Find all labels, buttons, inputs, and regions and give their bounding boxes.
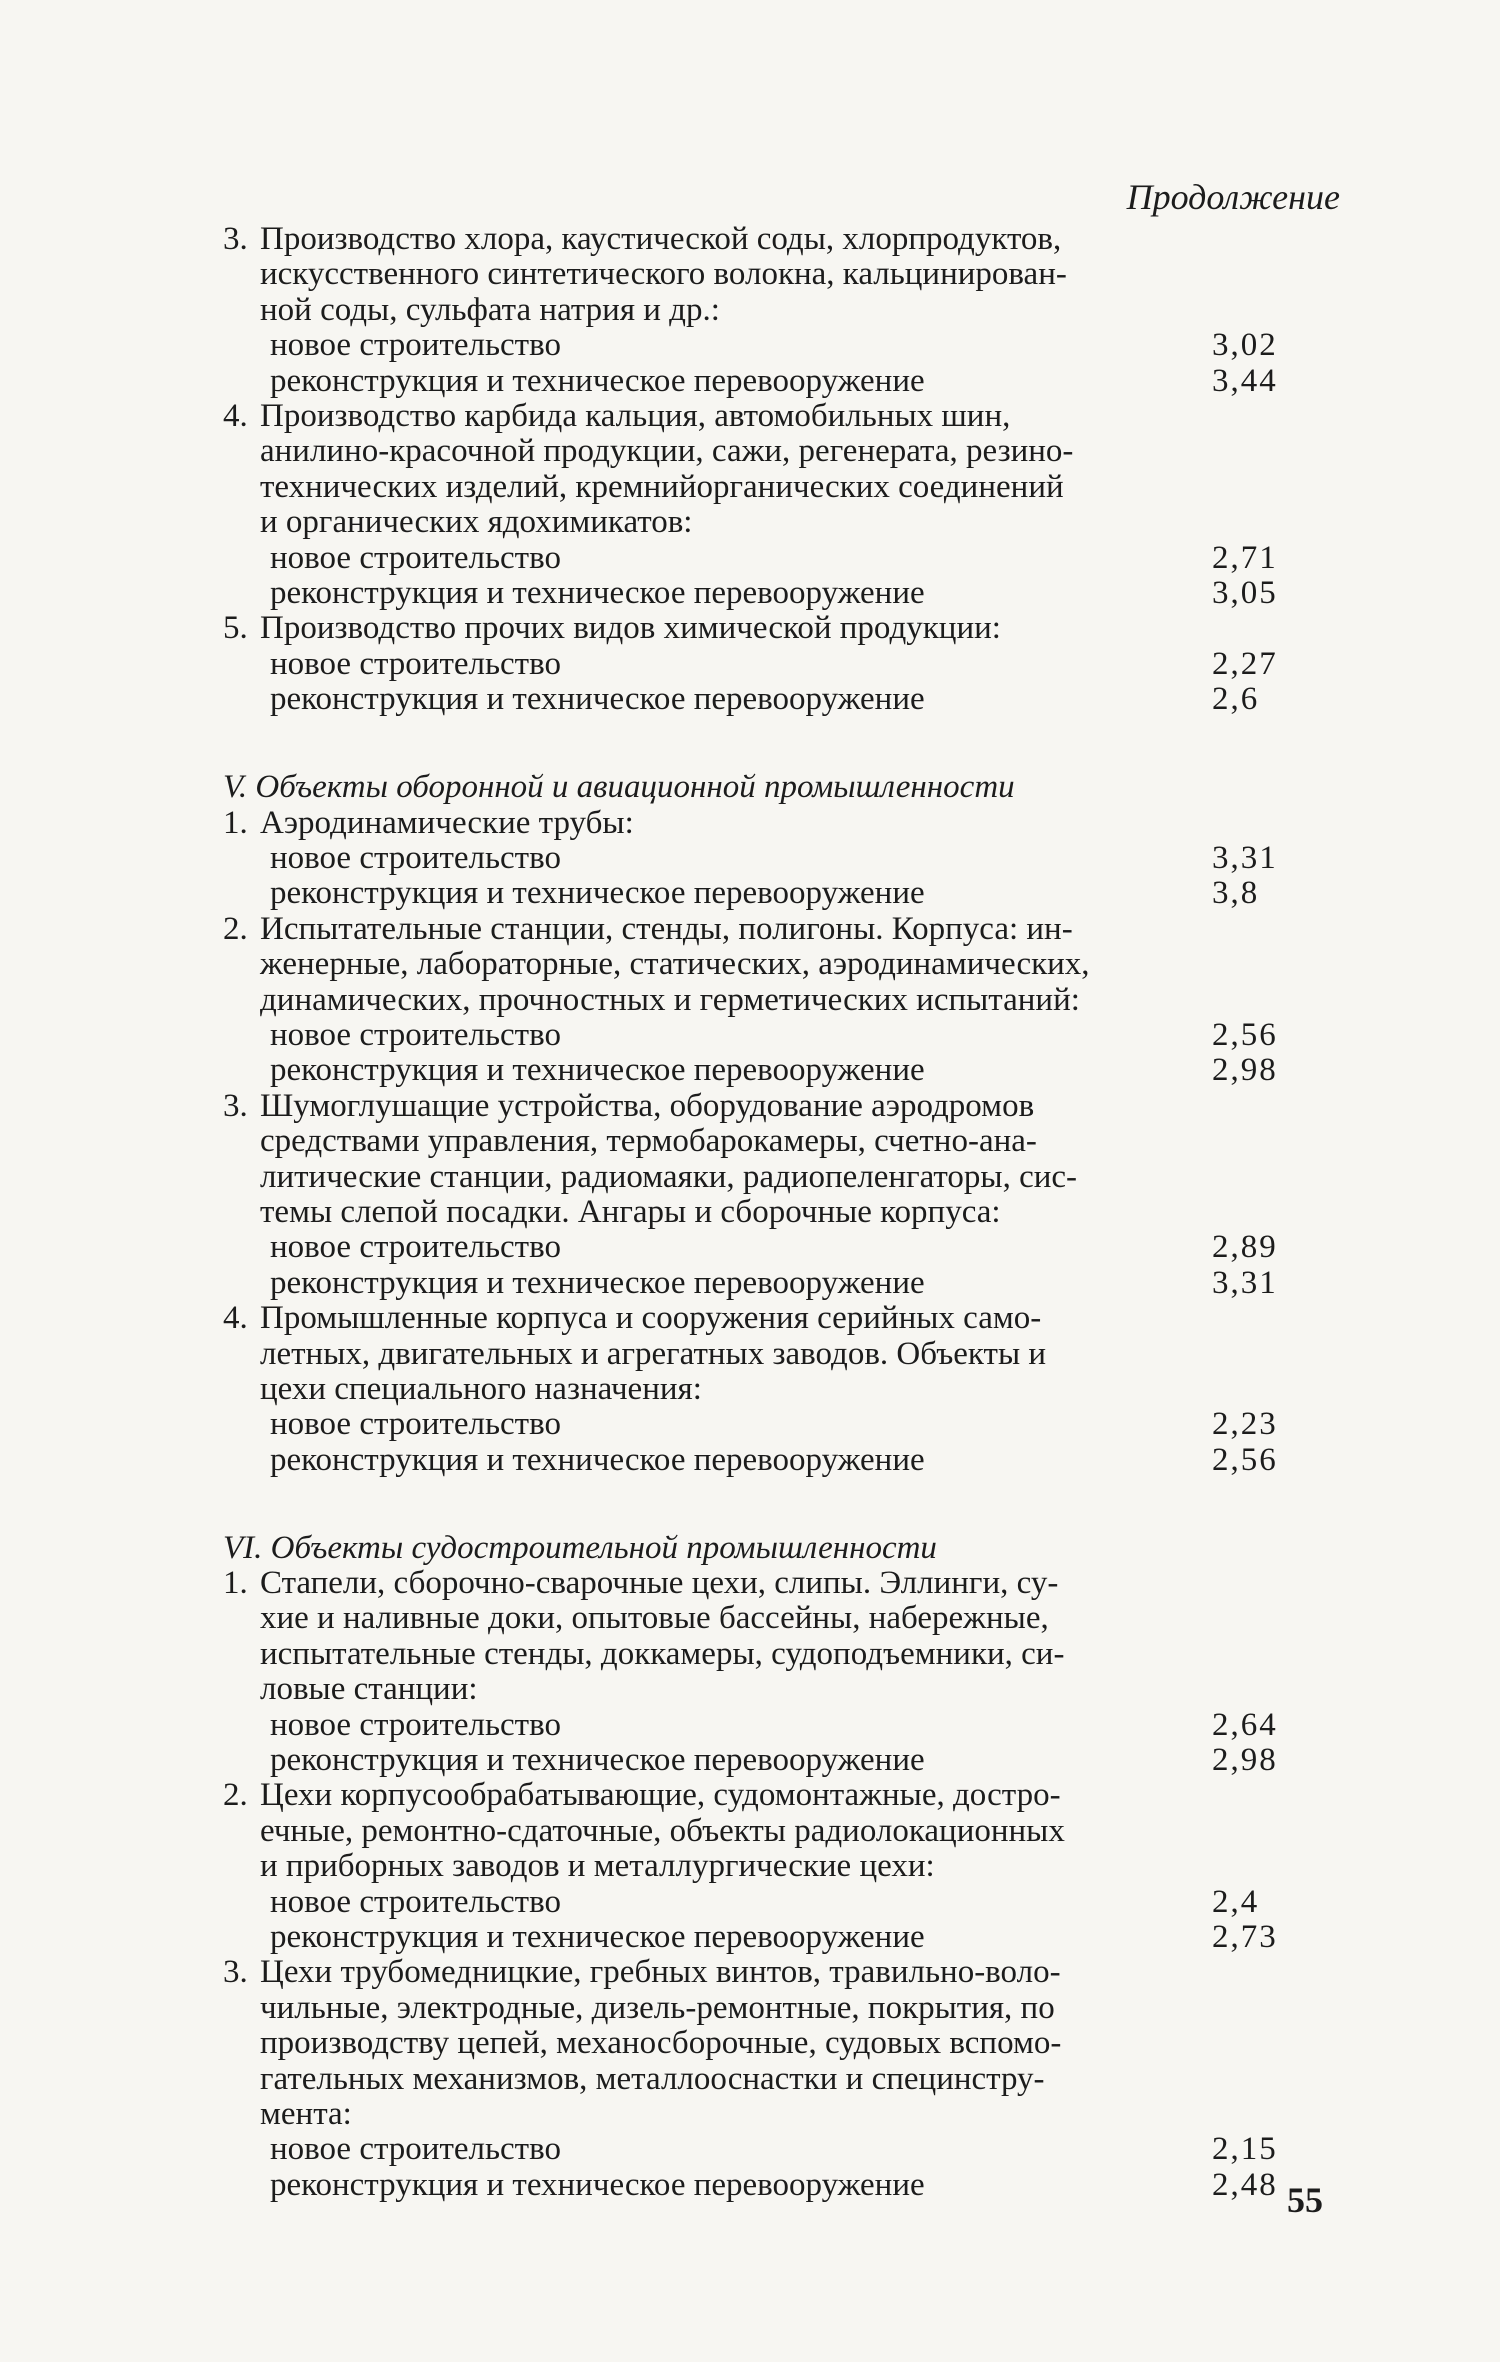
section-heading: VI. Объекты судостроительной промышленности [223,1530,937,1566]
item-line [223,1089,1173,1123]
item-text: и приборных заводов и металлургические цехи: [260,1848,935,1884]
item-text: искусственного синтетического волокна, кальцинирован- [260,256,1067,292]
item-continuation [223,1814,1173,1848]
item-number: 4. [223,1300,248,1336]
item-continuation [223,505,1173,539]
coefficient-value: 2,56 [1212,1442,1278,1478]
coefficient-value: 3,8 [1212,875,1260,911]
subitem-label: новое строительство [270,1017,561,1053]
item-continuation [223,983,1173,1017]
item-text: и органических ядохимикатов: [260,504,693,540]
item-text: мента: [260,2096,352,2132]
item-continuation [223,1849,1173,1883]
item-line [223,912,1173,946]
subitem-label: реконструкция и техническое перевооружение [270,1442,925,1478]
coefficient-value: 2,56 [1212,1017,1278,1053]
item-continuation [223,470,1173,504]
subitem-label: новое строительство [270,1884,561,1920]
coefficient-value: 3,44 [1212,363,1278,399]
page-number: 55 [1287,2180,1323,2220]
item-text: Цехи корпусообрабатывающие, судомонтажные, достро- [260,1777,1061,1813]
item-text: Производство карбида кальция, автомобильных шин, [260,398,1011,434]
subitem-label: реконструкция и техническое перевооружение [270,1742,925,1778]
subitem-label: новое строительство [270,1707,561,1743]
item-line [223,1778,1173,1812]
item-text: хие и наливные доки, опытовые бассейны, набережные, [260,1600,1049,1636]
item-text: производству цепей, механосборочные, судовых вспомо- [260,2025,1062,2061]
item-text: Аэродинамические трубы: [260,805,634,841]
subitem-label: новое строительство [270,327,561,363]
item-text: темы слепой посадки. Ангары и сборочные корпуса: [260,1194,1001,1230]
subitem-label: реконструкция и техническое перевооружение [270,1052,925,1088]
item-number: 3. [223,221,248,257]
subitem-label: реконструкция и техническое перевооружение [270,2167,925,2203]
subitem-label: новое строительство [270,840,561,876]
item-continuation [223,1991,1173,2025]
item-continuation [223,1372,1173,1406]
item-text: Испытательные станции, стенды, полигоны. Корпуса: ин- [260,911,1073,947]
item-text: ечные, ремонтно-сдаточные, объекты радиолокационных [260,1813,1065,1849]
item-line [223,806,1173,840]
item-continuation [223,434,1173,468]
item-text: летных, двигательных и агрегатных заводов. Объекты и [260,1336,1047,1372]
item-text: Шумоглушащие устройства, оборудование аэродромов [260,1088,1035,1124]
item-continuation [223,947,1173,981]
coefficient-value: 2,98 [1212,1052,1278,1088]
item-text: динамических, прочностных и герметических испытаний: [260,982,1080,1018]
coefficient-value: 3,02 [1212,327,1278,363]
item-continuation [223,1124,1173,1158]
coefficient-value: 2,73 [1212,1919,1278,1955]
item-continuation [223,2026,1173,2060]
item-text: испытательные стенды, доккамеры, судоподъемники, си- [260,1636,1065,1672]
item-number: 5. [223,610,248,646]
subitem-label: новое строительство [270,646,561,682]
subitem-label: новое строительство [270,2131,561,2167]
item-text: технических изделий, кремнийорганических соединений [260,469,1064,505]
item-continuation [223,257,1173,291]
coefficient-value: 2,48 [1212,2167,1278,2203]
item-text: цехи специального назначения: [260,1371,702,1407]
coefficient-value: 2,23 [1212,1406,1278,1442]
item-continuation [223,2097,1173,2131]
item-text: средствами управления, термобарокамеры, счетно-ана- [260,1123,1037,1159]
item-text: Производство хлора, каустической соды, хлорпродуктов, [260,221,1062,257]
subitem-label: реконструкция и техническое перевооружение [270,875,925,911]
item-continuation [223,1337,1173,1371]
coefficient-value: 2,6 [1212,681,1260,717]
item-text: литические станции, радиомаяки, радиопеленгаторы, сис- [260,1159,1078,1195]
subitem-label: реконструкция и техническое перевооружение [270,575,925,611]
coefficient-value: 2,89 [1212,1229,1278,1265]
item-number: 1. [223,805,248,841]
coefficient-value: 2,64 [1212,1707,1278,1743]
item-number: 2. [223,911,248,947]
item-continuation [223,1601,1173,1635]
item-line [223,611,1173,645]
item-text: Стапели, сборочно-сварочные цехи, слипы. Эллинги, су- [260,1565,1059,1601]
item-continuation [223,1195,1173,1229]
section-heading: V. Объекты оборонной и авиационной промышленности [223,769,1015,805]
subitem-label: реконструкция и техническое перевооружение [270,681,925,717]
item-continuation [223,1637,1173,1671]
subitem-label: новое строительство [270,540,561,576]
subitem-label: реконструкция и техническое перевооружение [270,363,925,399]
coefficient-value: 3,31 [1212,1265,1278,1301]
item-text: анилино-красочной продукции, сажи, регенерата, резино- [260,433,1074,469]
coefficient-value: 2,27 [1212,646,1278,682]
subitem-label: реконструкция и техническое перевооружение [270,1265,925,1301]
coefficient-value: 3,31 [1212,840,1278,876]
item-number: 1. [223,1565,248,1601]
item-number: 2. [223,1777,248,1813]
item-line [223,399,1173,433]
coefficient-value: 2,71 [1212,540,1278,576]
subitem-label: новое строительство [270,1406,561,1442]
item-number: 3. [223,1954,248,1990]
item-number: 3. [223,1088,248,1124]
coefficient-value: 2,98 [1212,1742,1278,1778]
item-text: Промышленные корпуса и сооружения серийных само- [260,1300,1042,1336]
subitem-label: реконструкция и техническое перевооружение [270,1919,925,1955]
subitem-label: новое строительство [270,1229,561,1265]
item-text: чильные, электродные, дизель-ремонтные, покрытия, по [260,1990,1055,2026]
coefficient-value: 3,05 [1212,575,1278,611]
item-line [223,222,1173,256]
item-line [223,1566,1173,1600]
continuation-label: Продолжение [1126,177,1340,217]
item-line [223,1301,1173,1335]
item-continuation [223,1672,1173,1706]
item-line [223,1955,1173,1989]
item-text: ной соды, сульфата натрия и др.: [260,292,720,328]
item-continuation [223,293,1173,327]
coefficient-value: 2,15 [1212,2131,1278,2167]
item-continuation [223,2062,1173,2096]
item-text: женерные, лабораторные, статических, аэродинамических, [260,946,1090,982]
coefficient-value: 2,4 [1212,1884,1260,1920]
item-number: 4. [223,398,248,434]
item-text: Цехи трубомедницкие, гребных винтов, травильно-воло- [260,1954,1061,1990]
item-text: ловые станции: [260,1671,478,1707]
item-text: Производство прочих видов химической продукции: [260,610,1001,646]
item-text: гательных механизмов, металлооснастки и специнстру- [260,2061,1045,2097]
item-continuation [223,1160,1173,1194]
